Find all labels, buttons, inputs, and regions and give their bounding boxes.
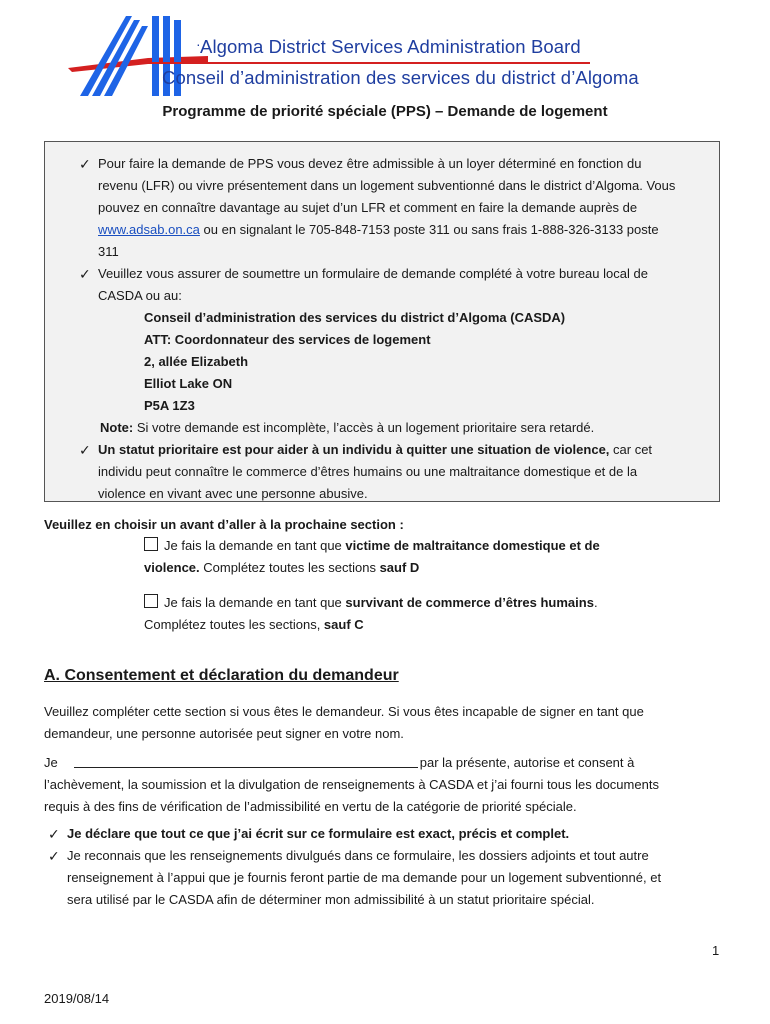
org-name-en: Algoma District Services Administration Board: [200, 36, 581, 57]
check-mark-icon: ✓: [79, 156, 91, 172]
address-line: 2, allée Elizabeth: [144, 354, 249, 369]
declaration-2-line: Je reconnais que les renseignements divulgués dans ce formulaire, les dossiers adjoints et tout autre: [67, 848, 649, 863]
consent-line: requis à des fins de vérification de l’admissibilité en vertu de la catégorie de priorité spéciale.: [44, 799, 577, 814]
option-2-line: [144, 592, 598, 614]
option-1-line: [144, 557, 419, 579]
option-2-except: sauf C: [323, 617, 364, 632]
address-line: P5A 1Z3: [144, 398, 195, 413]
option-1-text: Je fais la demande en tant que: [164, 538, 346, 553]
name-blank-field[interactable]: [74, 755, 418, 768]
website-link[interactable]: www.adsab.on.ca: [98, 222, 200, 237]
declaration-2-line: renseignement à l’appui que je fournis feront partie de ma demande pour un logement subventionné, et: [67, 870, 662, 885]
address-line: Elliot Lake ON: [144, 376, 233, 391]
victim-checkbox[interactable]: [144, 537, 158, 551]
check-mark-icon: ✓: [48, 848, 60, 864]
option-1-text: Complétez toutes les sections: [199, 560, 380, 575]
address-line: ATT: Coordonnateur des services de logement: [144, 332, 431, 347]
option-2-text: Je fais la demande en tant que: [164, 595, 346, 610]
je-label: Je: [44, 755, 58, 770]
info-item-1-line: Pour faire la demande de PPS vous devez être admissible à un loyer déterminé en fonction du: [98, 156, 642, 171]
check-mark-icon: ✓: [79, 266, 91, 282]
choice-prompt: Veuillez en choisir un avant d’aller à la prochaine section :: [44, 517, 404, 532]
option-2-period: .: [593, 595, 598, 610]
note-body: Si votre demande est incomplète, l’accès à un logement prioritaire sera retardé.: [133, 420, 595, 435]
check-mark-icon: ✓: [48, 826, 60, 842]
info-item-1-line: 311: [98, 244, 119, 259]
priority-status-bold: Un statut prioritaire est pour aider à un individu à quitter une situation de violence,: [98, 442, 610, 457]
info-item-2-line: CASDA ou au:: [98, 288, 182, 303]
consent-line: [44, 752, 634, 774]
address-line: Conseil d’administration des services du district d’Algoma (CASDA): [144, 310, 566, 325]
page-number: 1: [712, 943, 720, 958]
info-item-1-line: pouvez en connaître davantage au sujet d’un LFR et comment en faire la demande auprès de: [98, 200, 638, 215]
consent-text: par la présente, autorise et consent à: [419, 755, 635, 770]
info-item-3-line: [98, 439, 652, 461]
header-dot: ·: [196, 36, 201, 52]
page-title: Programme de priorité spéciale (PPS) – Demande de logement: [162, 103, 608, 120]
org-name-fr: Conseil d’administration des services du district d’Algoma: [162, 67, 639, 88]
phone-text: ou en signalant le 705-848-7153 poste 311 ou sans frais 1-888-326-3133 poste: [199, 222, 659, 237]
info-item-1-line: [98, 219, 659, 241]
section-a-heading: A. Consentement et déclaration du demandeur: [44, 667, 399, 684]
info-item-3-line: individu peut connaître le commerce d’êtres humains ou une maltraitance domestique et de la: [98, 464, 638, 479]
option-2-line: [144, 614, 364, 636]
option-2-bold: survivant de commerce d’êtres humains: [345, 595, 594, 610]
note-label: Note:: [100, 420, 134, 435]
option-2-text: Complétez toutes les sections,: [144, 617, 324, 632]
option-1-except: sauf D: [379, 560, 420, 575]
declaration-1: Je déclare que tout ce que j’ai écrit sur ce formulaire est exact, précis et complet.: [67, 826, 570, 841]
declaration-2-line: sera utilisé par le CASDA afin de déterminer mon admissibilité à un statut prioritaire spécial.: [67, 892, 595, 907]
info-item-2-line: Veuillez vous assurer de soumettre un formulaire de demande complété à votre bureau local de: [98, 266, 648, 281]
header-divider: [148, 62, 590, 64]
logo-stripe: [152, 16, 159, 96]
document-date: 2019/08/14: [44, 991, 110, 1006]
note-text: [100, 417, 594, 439]
info-item-3-line: violence en vivant avec une personne abusive.: [98, 486, 368, 501]
option-1-bold: violence.: [144, 560, 200, 575]
section-a-intro: demandeur, une personne autorisée peut signer en votre nom.: [44, 726, 404, 741]
survivor-checkbox[interactable]: [144, 594, 158, 608]
section-a-intro: Veuillez compléter cette section si vous êtes le demandeur. Si vous êtes incapable de signer en tant que: [44, 704, 644, 719]
consent-line: l’achèvement, la soumission et la divulgation de renseignements à CASDA et j’ai fourni tous les documents: [44, 777, 659, 792]
info-item-1-line: revenu (LFR) ou vivre présentement dans un logement subventionné dans le district d’Algoma. Vous: [98, 178, 676, 193]
option-1-bold: victime de maltraitance domestique et de: [345, 538, 600, 553]
check-mark-icon: ✓: [79, 442, 91, 458]
option-1-line: [144, 535, 600, 557]
priority-status-rest: car cet: [609, 442, 653, 457]
